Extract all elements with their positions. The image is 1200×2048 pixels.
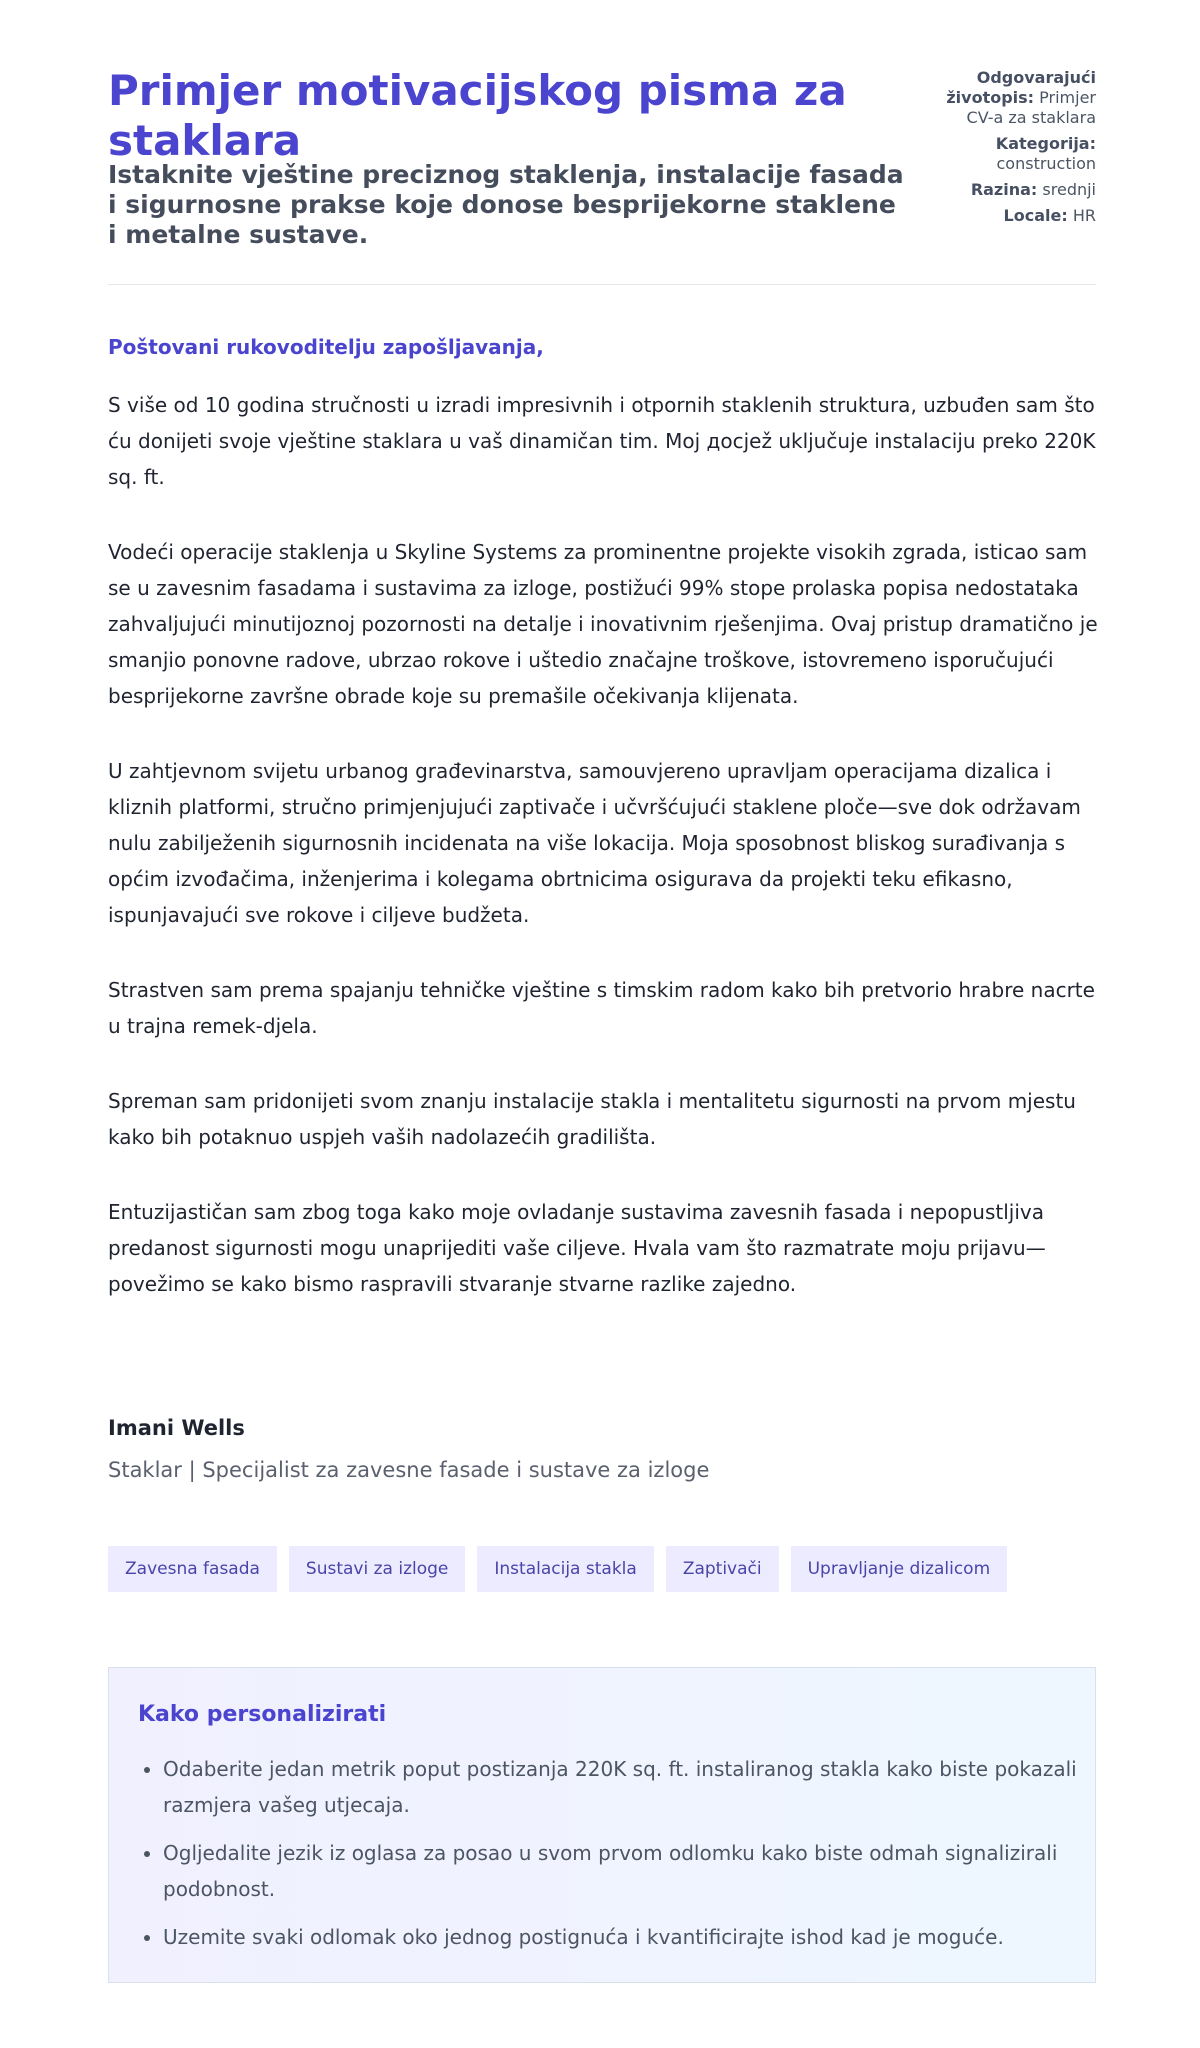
letter-paragraph: S više od 10 godina stručnosti u izradi impresivnih i otpornih staklenih struktura, uzbuđen sam što ću donijeti svoje vještine staklara u vaš dinamičan tim. Moj досjež uključuje instalaciju preko 220K sq. ft. [108, 393, 1096, 489]
tips-list [136, 1751, 1093, 1967]
skill-tag: Zaptivači [666, 1546, 779, 1592]
letter-body [108, 387, 1098, 1341]
skill-tag: Zavesna fasada [108, 1546, 277, 1592]
matching-resume-label: Odgovarajući životopis: [946, 68, 1096, 107]
tips-list-item: • Odaberite jedan metrik poput postizanja 220K sq. ft. instaliranog stakla kako biste pokazali razmjera vašeg utjecaja. [163, 1751, 1093, 1823]
locale-row [916, 206, 1096, 226]
level-row [916, 180, 1096, 200]
letter-paragraph: Entuzijastičan sam zbog toga kako moje ovladanje sustavima zavesnih fasada i nepopustljiva predanost sigurnosti mogu unaprijediti vaše ciljeve. Hvala vam što razmatrate moju prijavu—povežimo se kako bismo raspravili stvaranje stvarne razlike zajedno. [108, 1200, 1046, 1296]
level-value: srednji [1042, 180, 1096, 199]
matching-resume-row [916, 68, 1096, 128]
level-label: Razina: [970, 180, 1038, 199]
tips-list-item: • Uzemite svaki odlomak oko jednog postignuća i kvantificirajte ishod kad je moguće. [163, 1919, 1093, 1955]
page-subtitle: Istaknite vještine preciznog staklenja, instalacije fasada i sigurnosne prakse koje donose besprijekorne staklene i metalne sustave. [108, 160, 904, 249]
category-row [916, 134, 1096, 174]
matching-resume-value: Primjer CV-a za staklara [966, 88, 1096, 127]
tips-list-item: • Ogljedalite jezik iz oglasa za posao u svom prvom odlomku kako biste odmah signalizirali podobnost. [163, 1835, 1093, 1907]
letter-paragraph: Vodeći operacije staklenja u Skyline Systems za prominentne projekte visokih zgrada, isticao sam se u zavesnim fasadama i sustavima za izloge, postižući 99% stope prolaska popisa nedostataka zahvaljujući minutijoznoj pozornosti na detalje i inovativnim rješenjima. Ovaj pristup dramatično je smanjio ponovne radove, ubrzao rokove i uštedio značajne troškove, istovremeno isporučujući besprijekorne završne obrade koje su premašile očekivanja klijenata. [108, 540, 1098, 708]
page-header [108, 66, 1096, 285]
skill-tag: Upravljanje dizalicom [791, 1546, 1008, 1592]
skill-tag: Instalacija stakla [477, 1546, 653, 1592]
skill-tag-list [108, 1546, 1007, 1592]
category-label: Kategorija: [995, 134, 1096, 153]
personalization-tips-box [108, 1667, 1096, 1983]
letter-salutation: Poštovani rukovoditelju zapošljavanja, [108, 335, 544, 359]
letter-paragraph: U zahtjevnom svijetu urbanog građevinarstva, samouvjereno upravljam operacijama dizalica i kliznih platformi, stručno primjenjujući zaptivače i učvršćujući staklene ploče—sve dok održavam nulu zabilježenih sigurnosnih incidenata na više lokacija. Moja sposobnost bliskog surađivanja s općim izvođačima, inženjerima i kolegama obrtnicima osigurava da projekti teku efikasno, ispunjavajući sve rokove i ciljeve budžeta. [108, 759, 1081, 927]
page-title: Primjer motivacijskog pisma za staklara [108, 66, 847, 165]
tips-title: Kako personalizirati [138, 1702, 387, 1727]
letter-paragraph: Strastven sam prema spajanju tehničke vještine s timskim radom kako bih pretvorio hrabre nacrte u trajna remek-djela. [108, 978, 1095, 1038]
skill-tag: Sustavi za izloge [289, 1546, 465, 1592]
letter-paragraph: Spreman sam pridonijeti svom znanju instalacije stakla i mentalitetu sigurnosti na prvom mjestu kako bih potaknuo uspjeh vaših nadolazećih gradilišta. [108, 1089, 1076, 1149]
locale-label: Locale: [1003, 206, 1068, 225]
signature-name: Imani Wells [108, 1416, 245, 1440]
metadata-panel [916, 68, 1096, 232]
category-value: construction [996, 154, 1096, 173]
signature-role: Staklar | Specijalist za zavesne fasade i sustave za izloge [108, 1458, 710, 1482]
locale-value: HR [1072, 206, 1096, 225]
